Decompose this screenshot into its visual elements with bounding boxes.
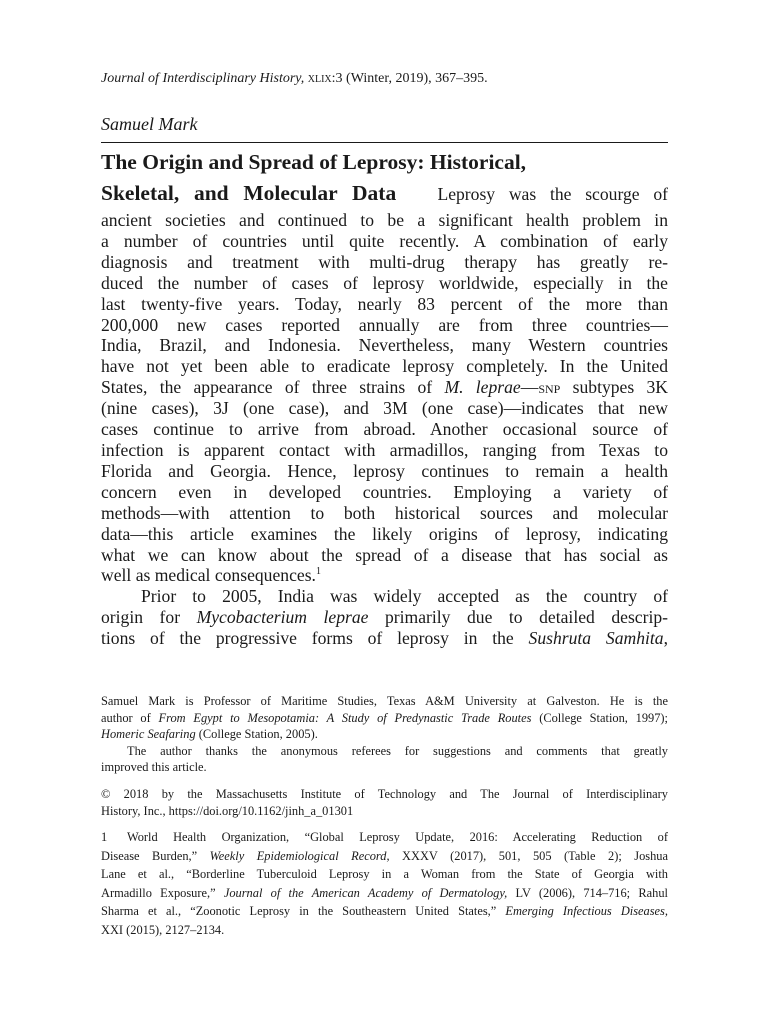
bio-line: Homeric Seafaring (College Station, 2005). [101, 727, 318, 742]
body-line: what we can know about the spread of a disease that has social as [101, 544, 668, 565]
thanks-line: improved this article. [101, 760, 207, 775]
article-title-line-2: Skeletal, and Molecular Data [101, 181, 397, 205]
body-line: India, Brazil, and Indonesia. Nevertheless, many Western countries [101, 335, 668, 356]
book-title: Homeric Seafaring [101, 727, 196, 742]
footnote-line: XXI (2015), 2127–2134. [101, 922, 225, 937]
body-line: origin for Mycobacterium leprae primarily due to detailed descrip- [101, 607, 668, 628]
body-line: a number of countries until quite recently. A combination of early [101, 230, 668, 251]
footnote-line: Sharma et al., “Zoonotic Leprosy in the Southeastern United States,” Emerging Infectious Diseases, [101, 904, 668, 919]
author-notes [101, 693, 668, 819]
body-line: cases continue to arrive from abroad. Another occasional source of [101, 419, 668, 440]
journal-volume: xlix:3 [307, 71, 343, 86]
body-line: (nine cases), 3J (one case), and 3M (one case)—indicates that new [101, 398, 668, 419]
body-line: methods—with attention to both historical sources and molecular [101, 502, 668, 523]
body-line: Leprosy was the scourge of [437, 184, 669, 204]
journal-issue: (Winter, 2019), 367–395. [346, 71, 488, 86]
species-name: M. leprae [444, 377, 521, 398]
body-line: data—this article examines the likely origins of leprosy, indicating [101, 523, 668, 544]
journal-title: Journal of Interdisciplinary History, [101, 71, 305, 86]
footnote-number: 1 [101, 830, 108, 844]
footnote-line: Disease Burden,” Weekly Epidemiological Record, XXXV (2017), 501, 505 (Table 2); Joshua [101, 848, 668, 863]
copyright-line: © 2018 by the Massachusetts Institute of Technology and The Journal of Interdisciplinary [101, 786, 668, 801]
article-author: Samuel Mark [101, 114, 198, 134]
body-line: duced the number of cases of leprosy worldwide, especially in the [101, 272, 668, 293]
bio-line: Samuel Mark is Professor of Maritime Studies, Texas A&M University at Galveston. He is the [101, 694, 668, 708]
body-line: ancient societies and continued to be a significant health problem in [101, 210, 668, 230]
article-body [101, 147, 668, 649]
species-name: Mycobacterium leprae [196, 607, 369, 628]
body-line: diagnosis and treatment with multi-drug therapy has greatly re- [101, 251, 668, 272]
article-title-line-1: The Origin and Spread of Leprosy: Historical, [101, 150, 527, 174]
body-line: tions of the progressive forms of leprosy in the Sushruta Samhita, [101, 628, 668, 649]
snp-abbrev: snp [538, 377, 561, 398]
copyright-line[interactable]: History, Inc., https://doi.org/10.1162/jinh_a_01301 [101, 803, 354, 818]
footnote-marker[interactable]: 1 [315, 566, 321, 578]
body-line: infection is apparent contact with armadillos, ranging from Texas to [101, 439, 668, 460]
thanks-line: The author thanks the anonymous referees for suggestions and comments that greatly [127, 743, 668, 758]
bio-line: author of From Egypt to Mesopotamia: A Study of Predynastic Trade Routes (College Station, 1997); [101, 710, 669, 725]
body-line: last twenty-five years. Today, nearly 83 percent of the more than [101, 293, 668, 314]
book-title: From Egypt to Mesopotamia: A Study of Predynastic Trade Routes [158, 710, 532, 725]
footnote-line: Armadillo Exposure,” Journal of the American Academy of Dermatology, LV (2006), 714–716; Rahul [101, 885, 668, 900]
body-line: have not yet been able to eradicate leprosy completely. In the United [101, 356, 668, 377]
body-line: well as medical consequences.$^1$ [101, 565, 321, 586]
body-line: States, the appearance of three strains of M. leprae—snp subtypes 3K [101, 377, 668, 398]
body-line: concern even in developed countries. Employing a variety of [101, 481, 668, 502]
journal-citation [101, 71, 668, 87]
title-line-2-with-text [101, 178, 668, 210]
footnote [101, 828, 668, 940]
journal-name: Weekly Epidemiological Record, [209, 848, 390, 863]
text-title: Sushruta Samhita [528, 628, 664, 649]
footnote-line: Lane et al., “Borderline Tuberculoid Leprosy in a Woman from the State of Georgia with [101, 867, 668, 882]
footnote-line: 1 World Health Organization, “Global Leprosy Update, 2016: Accelerating Reduction of [101, 828, 668, 847]
journal-name: Journal of the American Academy of Dermatology, [223, 885, 508, 900]
journal-name: Emerging Infectious Diseases, [505, 904, 668, 919]
body-line: 200,000 new cases reported annually are from three countries— [101, 314, 668, 335]
title-rule [101, 142, 668, 143]
body-line: Florida and Georgia. Hence, leprosy continues to remain a health [101, 460, 668, 481]
body-line: Prior to 2005, India was widely accepted as the country of [141, 586, 668, 607]
